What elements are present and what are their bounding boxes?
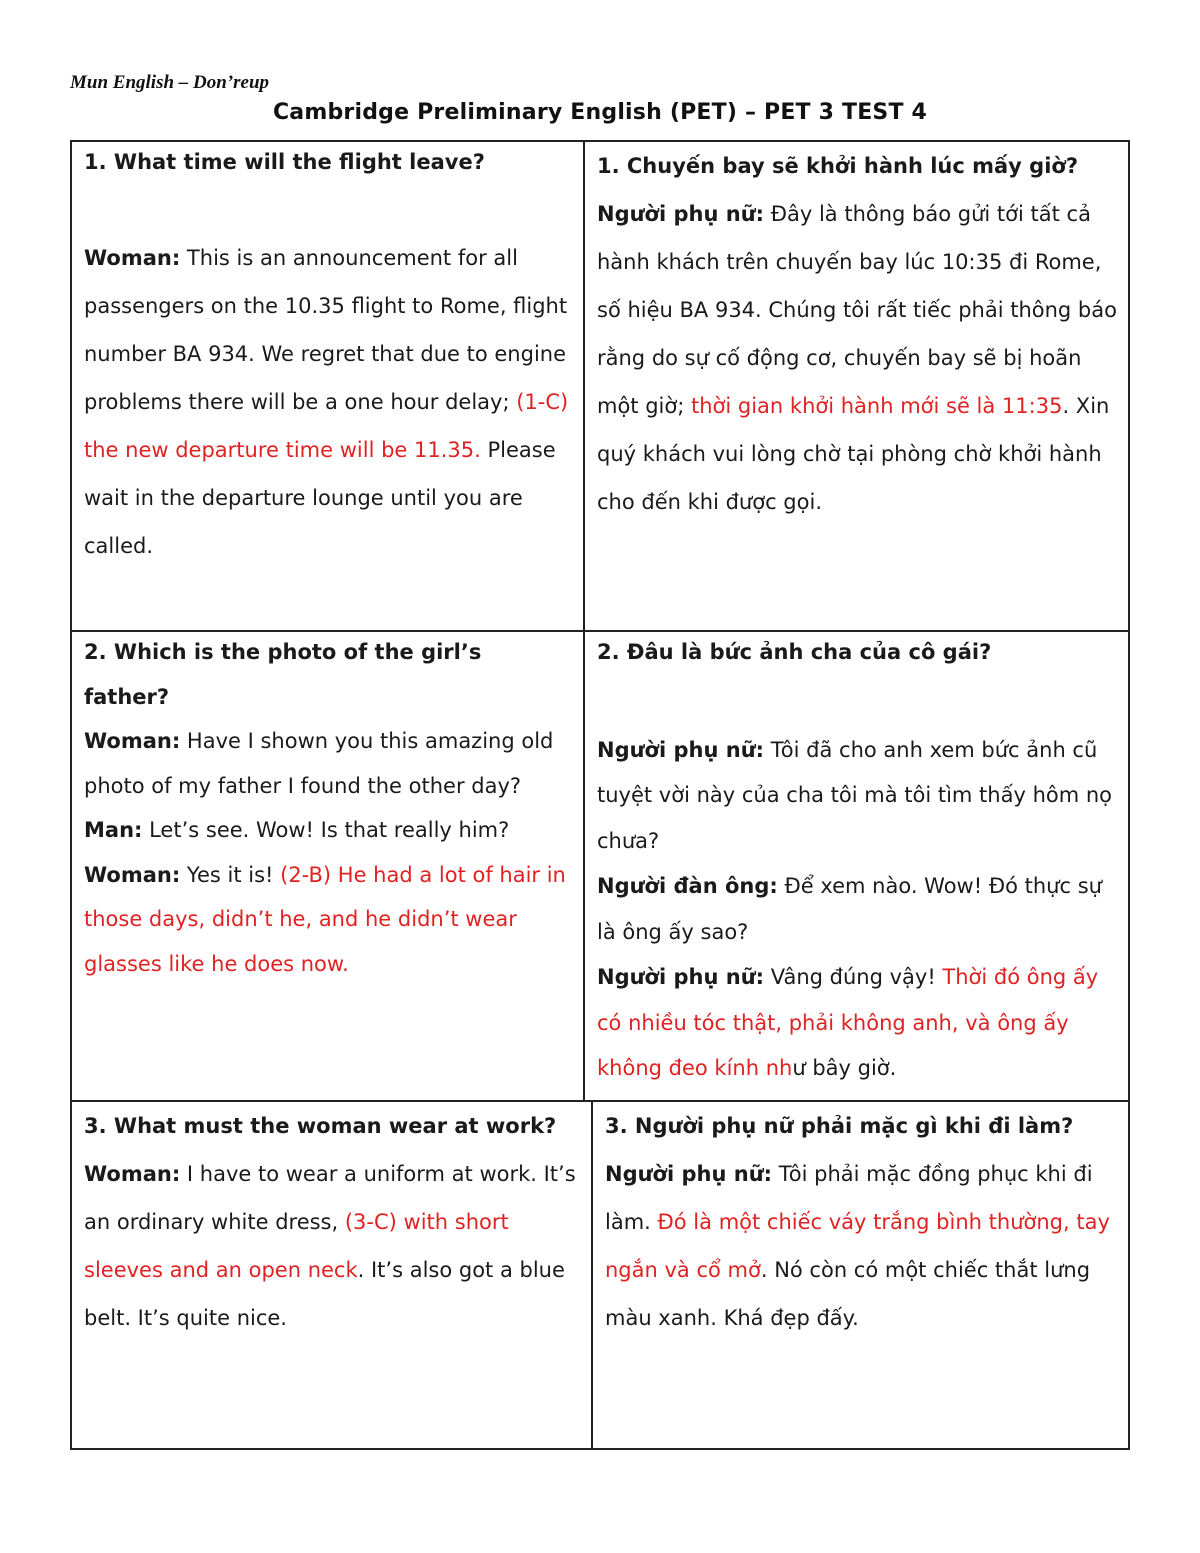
line-text: Vâng đúng vậy! bbox=[764, 965, 943, 989]
speaker-label: Người phụ nữ: bbox=[605, 1162, 773, 1186]
section-2-english bbox=[70, 630, 585, 1102]
section-2-vietnamese bbox=[583, 630, 1130, 1102]
dialogue-line bbox=[84, 808, 573, 853]
line-text: I have to wear a uniform at work. It’s an ordinary white dress, bbox=[84, 1162, 576, 1234]
speaker-label: Người phụ nữ: bbox=[597, 202, 765, 226]
speaker-label: Woman: bbox=[84, 729, 181, 753]
speaker-label: Woman: bbox=[84, 246, 181, 270]
line-text: This is an announcement for all passengers on the 10.35 flight to Rome, flight number BA 934. We regret that due to engine problems there will be a one hour delay; bbox=[84, 246, 568, 414]
speaker-label: Woman: bbox=[84, 862, 181, 887]
dialogue-line bbox=[605, 1150, 1118, 1342]
line-text: Let’s see. Wow! Is that really him? bbox=[142, 818, 510, 842]
answer-highlight: (2-B) He had a lot of hair in those days, didn’t he, and he didn’t wear glasses like he does now. bbox=[84, 862, 566, 976]
dialogue-line bbox=[597, 728, 1118, 865]
speaker-label: Người đàn ông: bbox=[597, 874, 778, 898]
answer-highlight: (3-C) with short sleeves and an open neck bbox=[84, 1210, 509, 1282]
dialogue-line bbox=[597, 955, 1118, 1092]
section-1-english bbox=[70, 140, 585, 632]
question-2-english: 2. Which is the photo of the girl’s father? bbox=[84, 640, 482, 709]
line-text: Đây là thông báo gửi tới tất cả hành khách trên chuyến bay lúc 10:35 đi Rome, số hiệu BA 934. Chúng tôi rất tiếc phải thông báo rằng do sự cố động cơ, chuyến bay sẽ bị hoãn một giờ; bbox=[597, 202, 1117, 418]
header-note: Mun English – Don’reup bbox=[70, 72, 270, 93]
dialogue-line bbox=[84, 1150, 581, 1342]
answer-highlight: (1-C) the new departure time will be 11.35. bbox=[84, 390, 569, 462]
answer-highlight: Đó là một chiếc váy trắng bình thường, tay ngắn và cổ mở bbox=[605, 1210, 1110, 1282]
line-text: Tôi đã cho anh xem bức ảnh cũ tuyệt vời này của cha tôi mà tôi tìm thấy hôm nọ chưa? bbox=[597, 737, 1113, 853]
question-3-english: 3. What must the woman wear at work? bbox=[84, 1114, 557, 1138]
speaker-label: Người phụ nữ: bbox=[597, 737, 765, 762]
document-title: Cambridge Preliminary English (PET) – PET 3 TEST 4 bbox=[272, 100, 928, 125]
line-text-after: Please wait in the departure lounge until you are called. bbox=[84, 438, 556, 558]
speaker-label: Man: bbox=[84, 818, 143, 842]
dialogue-line bbox=[84, 234, 573, 570]
line-text: Yes it is! bbox=[180, 862, 281, 887]
question-2-vietnamese: 2. Đâu là bức ảnh cha của cô gái? bbox=[597, 640, 992, 664]
line-text-after: . Xin quý khách vui lòng chờ tại phòng chờ khởi hành cho đến khi được gọi. bbox=[597, 394, 1110, 514]
question-1-english: 1. What time will the flight leave? bbox=[84, 150, 485, 174]
dialogue-line bbox=[84, 853, 573, 987]
section-3-english bbox=[70, 1100, 593, 1450]
question-3-vietnamese: 3. Người phụ nữ phải mặc gì khi đi làm? bbox=[605, 1114, 1074, 1138]
speaker-label: Người phụ nữ: bbox=[597, 965, 765, 989]
dialogue-table bbox=[70, 140, 1130, 1450]
line-text: Để xem nào. Wow! Đó thực sự là ông ấy sao? bbox=[597, 874, 1102, 944]
dialogue-line bbox=[597, 190, 1118, 526]
speaker-label: Woman: bbox=[84, 1162, 181, 1186]
line-text-after: . Nó còn có một chiếc thắt lưng màu xanh. Khá đẹp đấy. bbox=[605, 1258, 1091, 1330]
answer-highlight: thời gian khởi hành mới sẽ là 11:35 bbox=[690, 394, 1063, 418]
line-text-after: ư bây giờ. bbox=[792, 1056, 897, 1080]
line-text: Have I shown you this amazing old photo of my father I found the other day? bbox=[84, 729, 554, 798]
line-text-after: . It’s also got a blue belt. It’s quite nice. bbox=[84, 1258, 565, 1330]
dialogue-line bbox=[84, 719, 573, 808]
line-text: Tôi phải mặc đồng phục khi đi làm. bbox=[605, 1162, 1093, 1234]
section-3-vietnamese bbox=[591, 1100, 1130, 1450]
answer-highlight: Thời đó ông ấy có nhiều tóc thật, phải không anh, và ông ấy không đeo kính nh bbox=[597, 965, 1099, 1080]
dialogue-line bbox=[597, 864, 1118, 955]
section-1-vietnamese bbox=[583, 140, 1130, 632]
question-1-vietnamese: 1. Chuyến bay sẽ khởi hành lúc mấy giờ? bbox=[597, 154, 1079, 178]
